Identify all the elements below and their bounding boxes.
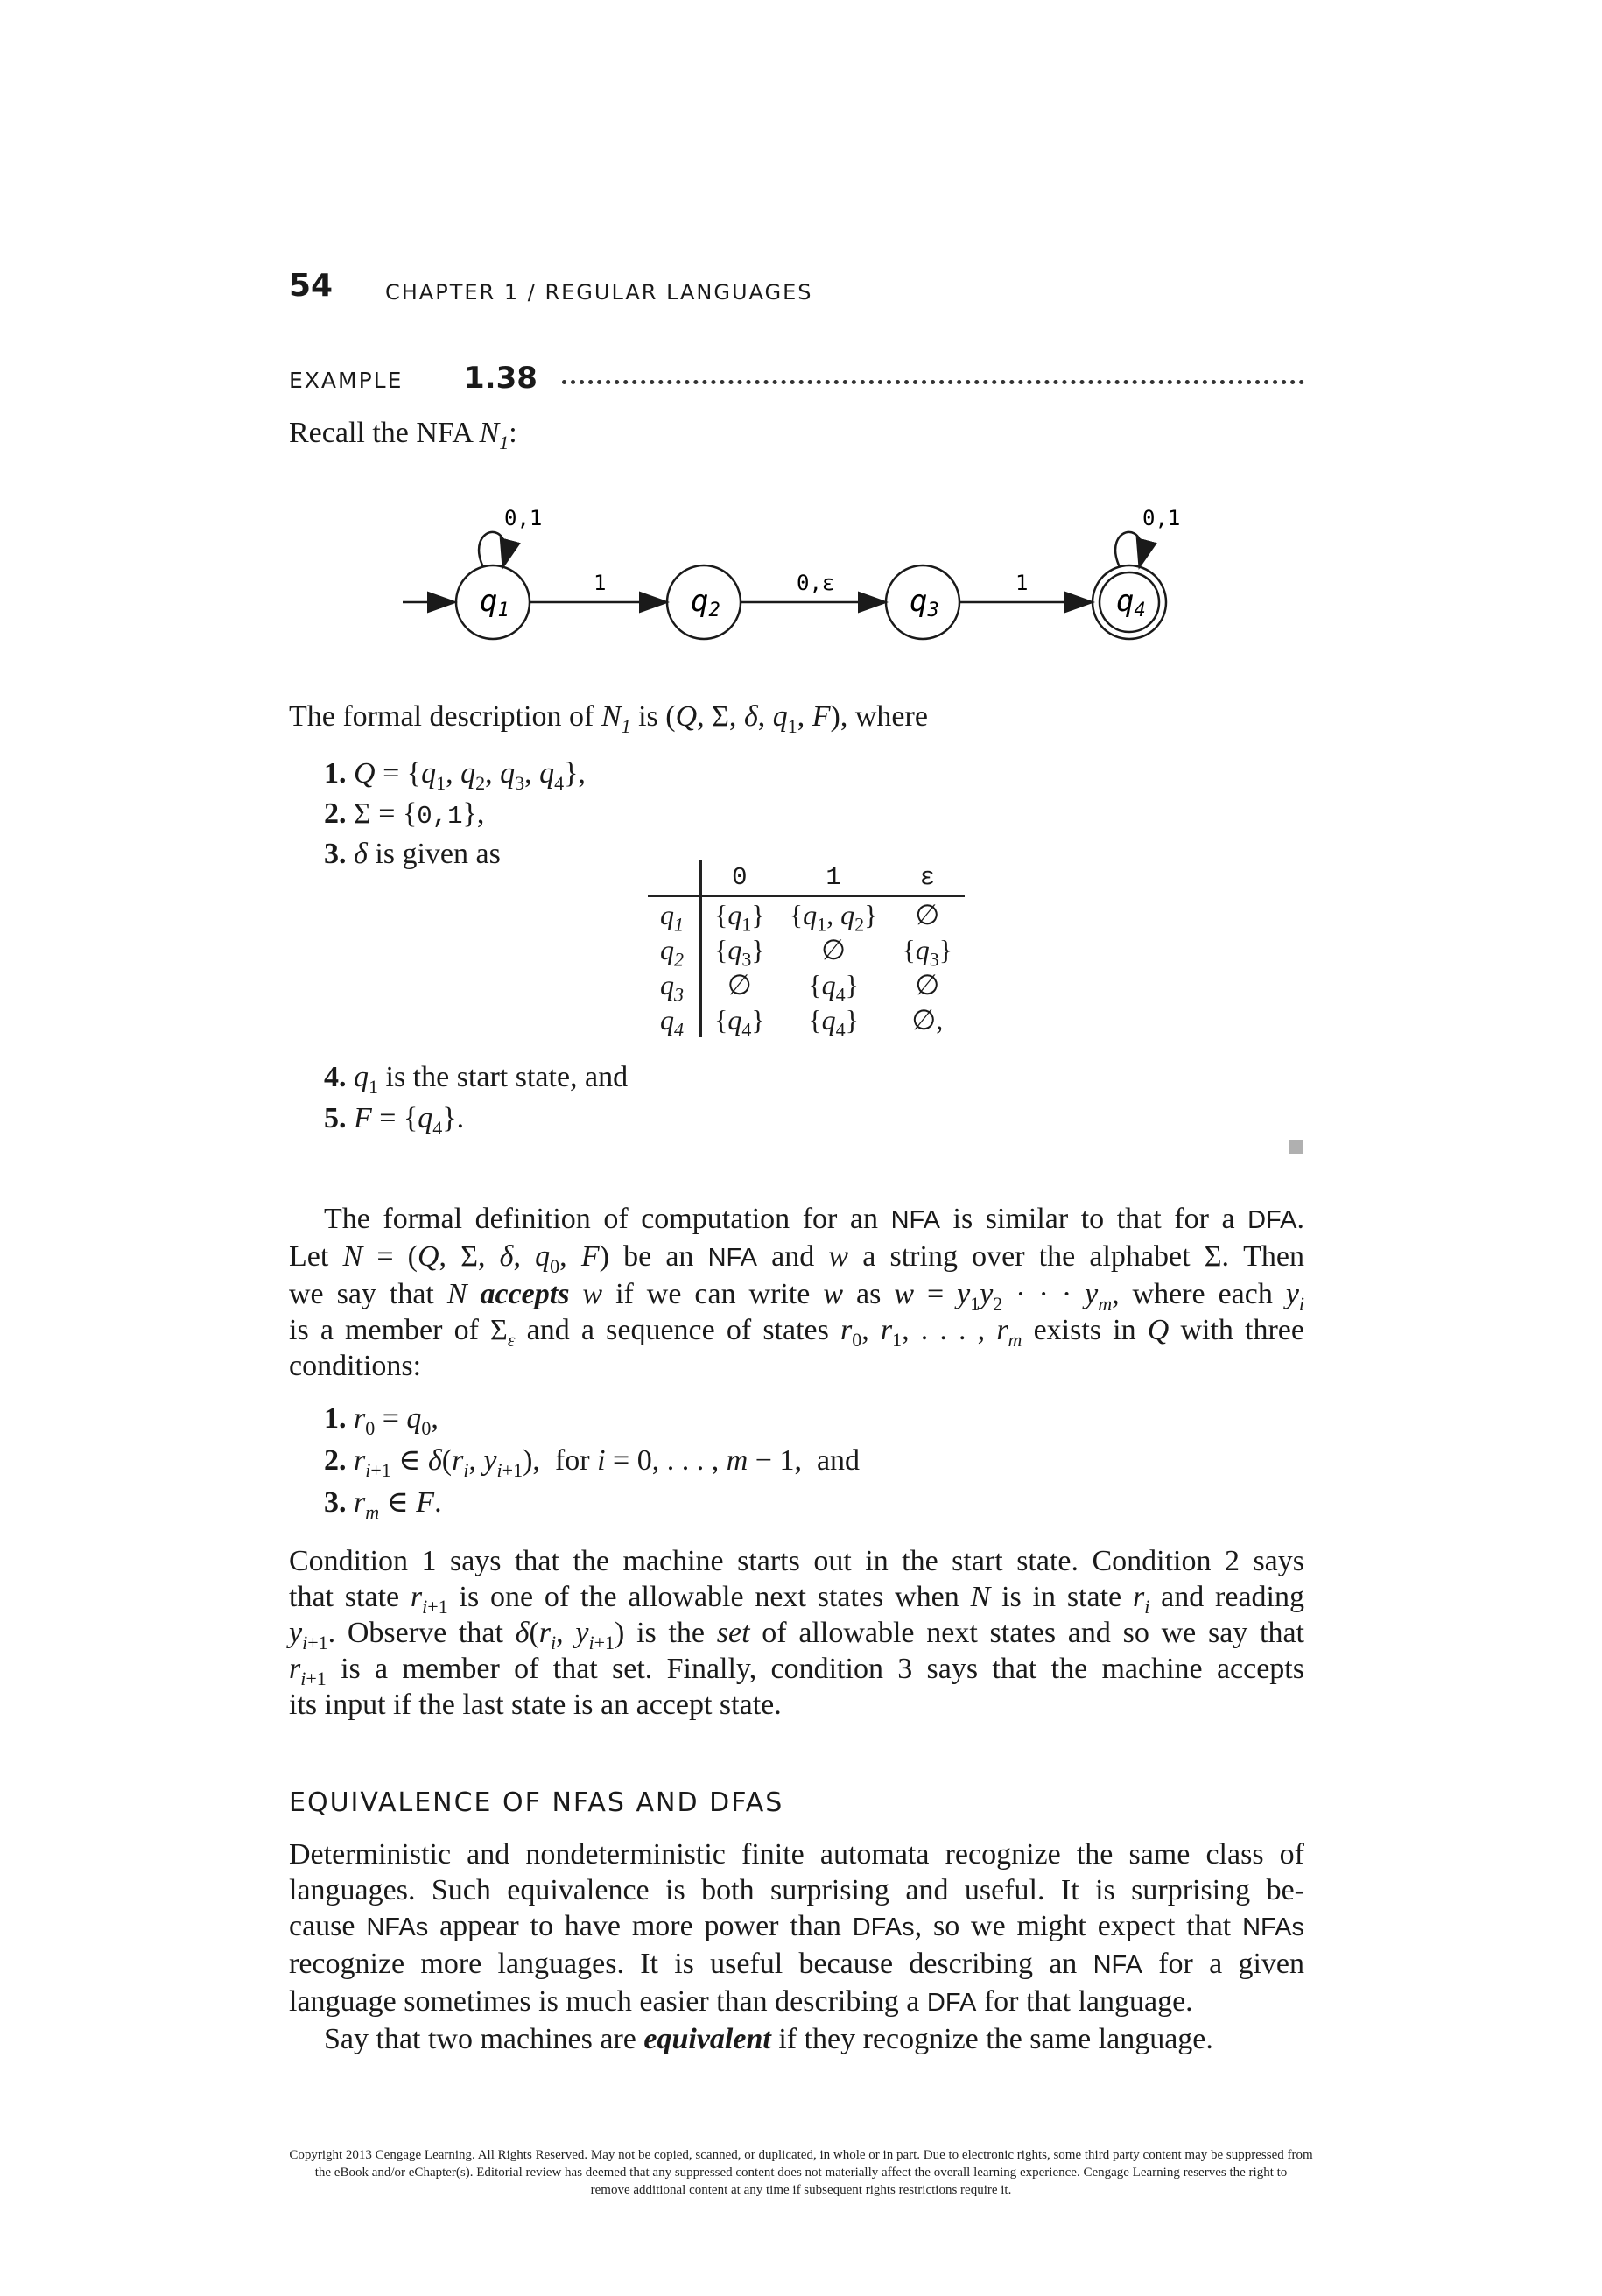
condition-1: 1. $r_0 = q_0$, <box>324 1402 439 1439</box>
table-cell: ∅ <box>915 969 940 1001</box>
condition-3: 3. $r_m$ ∈ F. <box>324 1486 442 1523</box>
table-cell: ∅ <box>727 969 752 1001</box>
formal-lead: The formal description of $N_1$ is (Q, Σ, δ, $q_1$, F), where <box>289 700 928 737</box>
transition-q1-q2-label: 1 <box>594 571 607 595</box>
table-column-header: ε <box>889 860 965 896</box>
loop-q1-label: 0,1 <box>504 506 543 530</box>
running-head: CHAPTER 1 / REGULAR LANGUAGES <box>385 280 813 305</box>
page-number: 54 <box>289 268 334 304</box>
table-column-header: 0 <box>701 860 777 896</box>
table-cell: ∅ <box>915 899 940 930</box>
page-header <box>289 268 813 305</box>
state-q3-label: q3 <box>910 584 939 621</box>
example-number: 1.38 <box>464 361 538 396</box>
transition-q2-q3-label: 0,ε <box>797 571 835 595</box>
copyright-notice: Copyright 2013 Cengage Learning. All Rights Reserved. May not be copied, scanned, or duplicated, in whole or in part. Due to electronic rights, some third party content may be suppressed from the eBook and/or eChapter(s). Editorial review has deemed that any suppressed content does not materially affect the overall learning experience. Cengage Learning reserves the right to remove additional content at any time if subsequent rights restrictions require it. <box>289 2148 1313 2197</box>
nfa-diagram <box>385 490 1217 665</box>
table-row <box>648 1002 965 1037</box>
table-row-state: $q_3$ <box>648 967 701 1002</box>
loop-q1 <box>479 532 505 567</box>
formal-item-1: 1. $Q = \{q_1$, $q_2$, $q_3$, $q_4$}, <box>324 757 586 794</box>
loop-q4 <box>1115 532 1142 567</box>
transition-table <box>648 860 965 1040</box>
intro-line: Recall the NFA $N_1$: <box>289 417 517 453</box>
formal-item-2: 2. Σ = {0,1}, <box>324 797 485 831</box>
example-heading <box>289 361 1304 396</box>
table-cell: $\{q_4\}$ <box>808 968 859 1005</box>
state-q2-label: q2 <box>691 584 720 621</box>
table-row <box>648 967 965 1002</box>
section-heading: EQUIVALENCE OF NFAS AND DFAS <box>289 1787 784 1818</box>
table-cell: $\{q_4\}$ <box>714 1003 765 1040</box>
paragraph-conditions: Condition 1 says that the machine starts out in the start state. Condition 2 says that state $r_{i+1}$ is one of the allowable next states when N is in state $r_i$ and reading $y_{i+1}$. Observe that $\delta(r_i$, $y_{i+1}$) is the set of allowable next states and so we say that $r_{i+1}$ is a member of that set. Finally, condition 3 says that the machine accepts its input if the last state is an accept state. <box>289 1545 1304 1721</box>
table-row-state: $q_1$ <box>648 896 701 933</box>
formal-item-5: 5. $F = \{q_4\}$. <box>324 1102 465 1139</box>
table-column-header: 1 <box>777 860 890 896</box>
table-cell: $\{q_1\}$ <box>714 898 765 935</box>
example-dotted-rule <box>562 380 1304 384</box>
condition-2: 2. $r_{i+1}$ ∈ $\delta(r_i$, $y_{i+1}$), for i = 0, . . . , m − 1, and <box>324 1444 861 1481</box>
example-label: EXAMPLE <box>289 368 404 393</box>
machine-name: $N_1$ <box>479 417 509 453</box>
table-cell: $\{q_3\}$ <box>714 933 765 970</box>
state-q4-label: q4 <box>1116 584 1146 621</box>
paragraph-equivalence: Deterministic and nondeterministic finite automata recognize the same class of languages. Such equivalence is both surprising and useful. It is surprising be- cause NFAs appear to have more power than DFAs, so we might expect that NFAs recognize more languages. It is useful because describing an NFA for a given language sometimes is much easier than describing a DFA for that language. Say that two machines are equivalent if they recognize the same language. <box>289 1838 1304 2055</box>
loop-q4-label: 0,1 <box>1142 506 1181 530</box>
formal-item-4: 4. $q_1$ is the start state, and <box>324 1061 629 1098</box>
paragraph-computation: The formal definition of computation for an NFA is similar to that for a DFA. Let N = (Q, Σ, δ, $q_0$, F) be an NFA and w a string over the alphabet Σ. Then we say that N accepts w if we can write w as $w = y_1y_2$ · · · $y_m$, where each $y_i$ is a member of $\Sigma_\varepsilon$ and a sequence of states $r_0$, $r_1$, . . . , $r_m$ exists in Q with three conditions: <box>289 1203 1305 1382</box>
table-row-state: $q_2$ <box>648 932 701 967</box>
table-cell: $\{q_4\}$ <box>808 1003 859 1040</box>
intro-text: Recall the NFA <box>289 417 472 449</box>
table-cell: {$q_1$, $q_2$} <box>789 898 878 935</box>
table-row-state: $q_4$ <box>648 1002 701 1037</box>
table-row <box>648 932 965 967</box>
table-corner <box>648 860 701 896</box>
table-cell: ∅, <box>911 1004 944 1036</box>
end-of-example-marker <box>1289 1140 1303 1154</box>
table-cell: $\{q_3\}$ <box>902 933 953 970</box>
transition-q3-q4-label: 1 <box>1015 571 1029 595</box>
table-row <box>648 896 965 933</box>
formal-item-3: 3. δ is given as <box>324 838 501 870</box>
table-cell: ∅ <box>821 934 847 965</box>
state-q1-label: q1 <box>480 584 509 621</box>
